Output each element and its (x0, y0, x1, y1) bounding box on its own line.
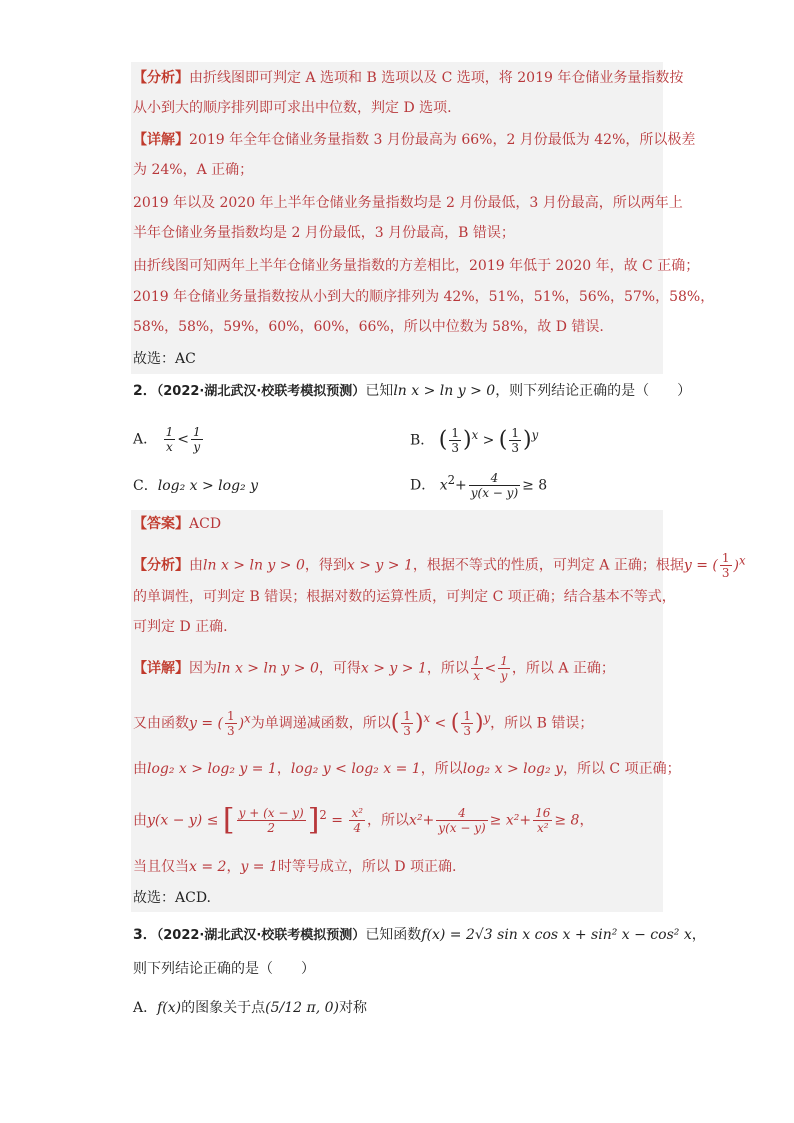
q3-stem-line2: 则下列结论正确的是（ ） (133, 961, 315, 977)
q2-analysis-line1: 【分析】由ln x > ln y > 0，得到x > y > 1，根据不等式的性质，可判定 A 正确；根据y = ( $\frac{1}{3}$ )$^x$ (133, 551, 746, 581)
fraction: $\frac{4}{y(x - y)}$ (470, 471, 519, 501)
q1-choice: 故选：AC (133, 351, 196, 367)
fraction: $\frac{4}{y(x - y)}$ (438, 806, 486, 836)
detail-tag: 【详解】 (133, 132, 189, 148)
q1-detail-line6: 2019 年仓储业务量指数按从小到大的顺序排列为 42%，51%，51%，56%，57%，58%， (133, 289, 715, 305)
fraction: $\frac{1}{3}$ (721, 551, 730, 581)
fraction: $\frac{1}{3}$ (227, 709, 235, 739)
q2-option-a: A． $\frac{1}{x}$ < $\frac{1}{y}$ (133, 425, 201, 454)
fraction: $\frac{1}{y}$ (192, 425, 201, 454)
q1-detail-line3: 2019 年以及 2020 年上半年仓储业务量指数均是 2 月份最低，3 月份最高，所以两年上 (133, 195, 683, 211)
q2-option-d: D． $x^2+$ $\frac{4}{y(x - y)}$ ≥ 8 (410, 471, 548, 501)
q2-detail-line2: 又由函数y = ( $\frac{1}{3}$ )$^x$为单调递减函数，所以( $\frac{1}{3}$ )$^x$ < ( $\frac{1}{3}$ )$^y$，所以 B 错误； (133, 709, 594, 739)
q2-choice: 故选：ACD. (133, 890, 211, 906)
fraction: $\frac{1}{3}$ (403, 709, 411, 739)
fraction: $\frac{\text{x²}}{4}$ (351, 806, 364, 836)
q2-option-b: B． ( $\frac{1}{3}$ )$^x$ > ( $\frac{1}{3}$ )$^y$ (410, 426, 539, 456)
q3-option-a: A．f(x)的图象关于点(5/12 π, 0)对称 (133, 1000, 367, 1016)
q1-detail-line2: 为 24%，A 正确； (133, 162, 254, 178)
fraction: $\frac{1}{x}$ (472, 654, 481, 683)
q1-analysis-line2: 从小到大的顺序排列即可求出中位数，判定 D 选项. (133, 100, 452, 116)
q2-stem: 2．（2022·湖北武汉·校联考模拟预测）已知ln x > ln y > 0，则下列结论正确的是（ ） (133, 383, 692, 399)
q2-option-c: C．log₂ x > log₂ y (133, 478, 259, 494)
q1-detail-line4: 半年仓储业务量指数均是 2 月份最低，3 月份最高，B 错误； (133, 225, 515, 241)
fraction: $\frac{1}{3}$ (451, 426, 459, 456)
fraction: $\frac{1}{x}$ (165, 425, 174, 454)
q2-detail-line1: 【详解】因为ln x > ln y > 0，可得x > y > 1，所以 $\frac{1}{x}$ < $\frac{1}{y}$ ，所以 A 正确； (133, 654, 615, 683)
q2-detail-line3: 由log₂ x > log₂ y = 1，log₂ y < log₂ x = 1，所以log₂ x > log₂ y，所以 C 项正确； (133, 761, 681, 777)
fraction: $\frac{1}{y}$ (500, 654, 508, 683)
fraction: $\frac{16}{\text{x²}}$ (535, 806, 551, 836)
fraction: $\frac{1}{3}$ (463, 709, 471, 739)
q2-analysis-line2: 的单调性，可判定 B 错误；根据对数的运算性质，可判定 C 项正确；结合基本不等式， (133, 589, 676, 605)
q1-detail-line1: 【详解】2019 年全年仓储业务量指数 3 月份最高为 66%，2 月份最低为 42%，所以极差 (133, 132, 696, 148)
q1-detail-line7: 58%，58%，59%，60%，60%，66%，所以中位数为 58%，故 D 错误. (133, 319, 604, 335)
q2-detail-line5: 当且仅当x = 2，y = 1时等号成立，所以 D 项正确. (133, 859, 457, 875)
q2-answer: 【答案】ACD (133, 516, 222, 532)
fraction: $\frac{y + (x - y)}{2}$ (238, 806, 304, 836)
q1-detail-line5: 由折线图可知两年上半年仓储业务量指数的方差相比，2019 年低于 2020 年，故 C 正确； (133, 258, 700, 274)
q3-stem: 3．（2022·湖北武汉·校联考模拟预测）已知函数f(x) = 2√3 sin x cos x + sin² x − cos² x， (133, 927, 706, 943)
q1-analysis-line1: 【分析】由折线图即可判定 A 选项和 B 选项以及 C 选项，将 2019 年仓储业务量指数按 (133, 70, 684, 86)
analysis-tag: 【分析】 (133, 70, 189, 86)
q2-detail-line4: 由y(x − y) ≤ [ $\frac{y + (x - y)}{2}$ ]$^2$ = $\frac{\text{x²}}{4}$ ，所以x²+ $\frac{4}{y(x - y)}$ ≥ x²+ $\frac{16}{\text{x²}}$ ≥ 8， (133, 802, 594, 838)
fraction: $\frac{1}{3}$ (511, 426, 520, 456)
q2-analysis-line3: 可判定 D 正确. (133, 619, 228, 635)
